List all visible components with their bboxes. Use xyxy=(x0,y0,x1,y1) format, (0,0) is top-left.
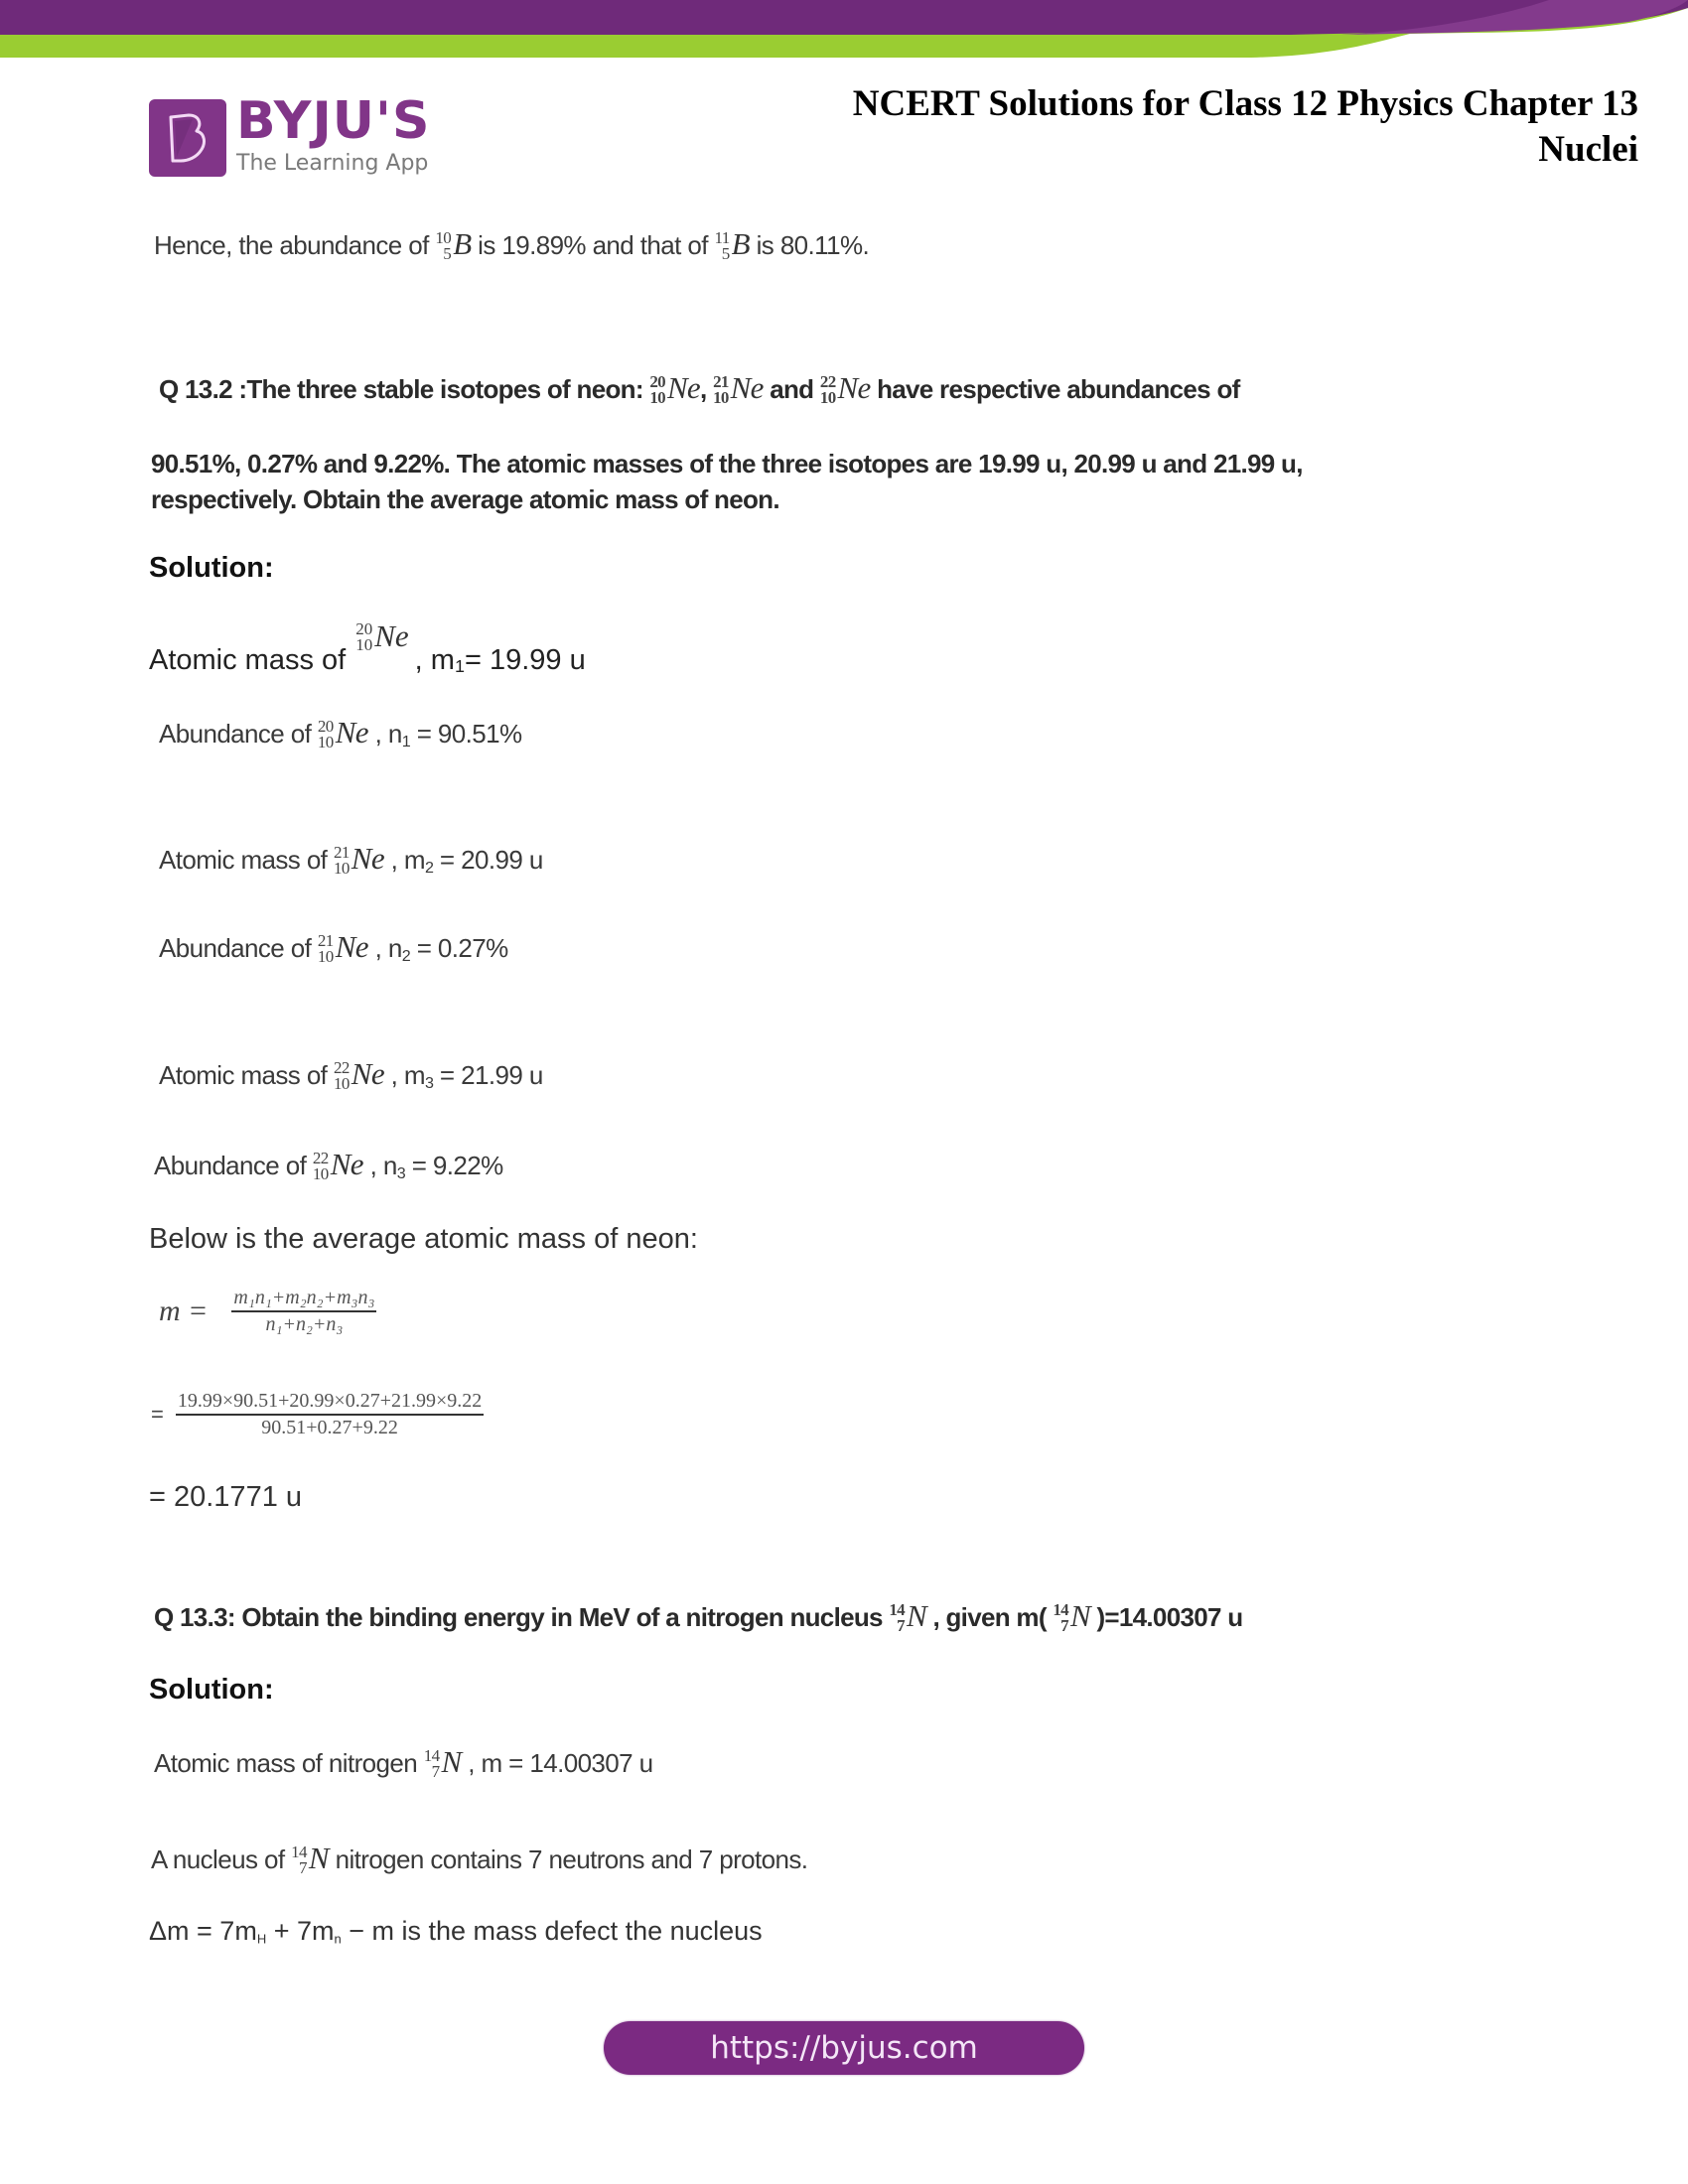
text: nitrogen contains 7 neutrons and 7 protons. xyxy=(328,1844,808,1874)
element-symbol: Ne xyxy=(374,617,409,653)
previous-answer-conclusion xyxy=(154,226,869,264)
subscript: 2 xyxy=(401,947,411,966)
atomic-number: 7 xyxy=(298,1858,307,1878)
step-atomic-mass-ne22: Atomic mass of 22 10 Ne , $m_3 = 21.99$ u xyxy=(159,1056,543,1094)
formula-denominator: n₁+n₂+n₃ xyxy=(265,1313,344,1335)
mass-number: 14 xyxy=(889,1600,905,1620)
byjus-logo xyxy=(149,91,437,181)
substitution-denominator: 90.51+0.27+9.22 xyxy=(261,1417,398,1438)
variable: m xyxy=(403,1060,425,1090)
text: Atomic mass of xyxy=(159,845,334,875)
isotope-ne22 xyxy=(820,370,871,408)
atomic-number: 10 xyxy=(333,1074,350,1094)
text: Q 13.3: Obtain the binding energy in MeV of a nitrogen nucleus xyxy=(154,1602,890,1632)
element-symbol: B xyxy=(731,226,750,261)
isotope-n14 xyxy=(889,1598,926,1636)
text: Atomic mass of nitrogen xyxy=(154,1748,424,1778)
text: + 7m xyxy=(266,1916,335,1946)
step-atomic-mass-ne20: Atomic mass of 20 10 Ne , m 1 = 19.99 u xyxy=(149,617,586,676)
element-symbol: Ne xyxy=(837,370,871,405)
formula-numerator: m₁n₁+m₂n₂+m₃n₃ xyxy=(231,1287,376,1312)
average-mass-intro: Below is the average atomic mass of neon: xyxy=(149,1223,698,1255)
mass-number: 14 xyxy=(291,1843,307,1862)
atomic-number: 5 xyxy=(443,244,452,264)
value: = 90.51% xyxy=(410,719,522,749)
element-symbol: Ne xyxy=(335,929,368,964)
formula-lhs: = xyxy=(151,1402,164,1427)
text: − m is the mass defect the nucleus xyxy=(341,1916,763,1946)
average-mass-result: = 20.1771 u xyxy=(149,1481,303,1513)
text: , xyxy=(700,374,714,404)
atomic-number: 10 xyxy=(649,388,665,408)
text: Atomic mass of xyxy=(159,1060,334,1090)
element-symbol: Ne xyxy=(351,841,384,876)
subscript: H xyxy=(256,1931,267,1947)
text: )=14.00307 u xyxy=(1089,1602,1243,1632)
text: , given m( xyxy=(925,1602,1054,1632)
isotope-n14 xyxy=(424,1744,462,1782)
value: = 9.22% xyxy=(405,1151,503,1180)
atomic-number: 10 xyxy=(312,1164,329,1184)
atomic-number: 10 xyxy=(333,859,350,879)
text: Hence, the abundance of xyxy=(154,230,436,260)
value: = 20.99 u xyxy=(433,845,543,875)
step-abundance-ne21: Abundance of 21 10 Ne , $n_2 = 0.27\%$ xyxy=(159,929,508,967)
element-symbol: B xyxy=(453,226,472,261)
question-13-2-line1 xyxy=(159,370,1240,408)
mass-number: 10 xyxy=(435,228,452,248)
mass-number: 22 xyxy=(819,372,836,392)
isotope-ne20 xyxy=(355,618,408,655)
variable: m xyxy=(430,644,455,676)
solution-label: Solution: xyxy=(149,1674,274,1706)
substitution-fraction xyxy=(176,1390,484,1439)
atomic-number: 10 xyxy=(355,635,373,654)
mass-number: 21 xyxy=(713,372,729,392)
atomic-number: 5 xyxy=(721,244,730,264)
logo-tagline: The Learning App xyxy=(236,151,429,176)
mass-number: 22 xyxy=(312,1149,329,1168)
variable: n xyxy=(387,933,402,963)
text: Abundance of xyxy=(154,1151,313,1180)
formula-fraction xyxy=(231,1287,376,1336)
isotope-ne21 xyxy=(318,929,368,967)
step-nucleus-composition xyxy=(151,1841,807,1878)
variable: n xyxy=(382,1151,397,1180)
element-symbol: Ne xyxy=(351,1056,384,1091)
atomic-number: 10 xyxy=(713,388,729,408)
mass-defect-definition xyxy=(149,1916,763,1947)
isotope-ne21 xyxy=(334,841,384,879)
text: A nucleus of xyxy=(151,1844,292,1874)
header-decorative-band xyxy=(0,0,1688,69)
subscript: 3 xyxy=(396,1164,406,1183)
substitution-numerator: 19.99×90.51+20.99×0.27+21.99×9.22 xyxy=(176,1390,484,1416)
step-atomic-mass-n14 xyxy=(154,1744,653,1782)
isotope-ne20 xyxy=(649,370,700,408)
atomic-number: 10 xyxy=(317,733,334,752)
text: Abundance of xyxy=(159,933,318,963)
subscript: 2 xyxy=(424,859,434,878)
isotope-b11 xyxy=(714,226,750,264)
subscript: 1 xyxy=(454,656,465,676)
logo-b-icon xyxy=(163,111,209,165)
variable: m xyxy=(403,845,425,875)
value: = 19.99 u xyxy=(464,644,586,676)
substitution-formula xyxy=(151,1390,484,1439)
text: have respective abundances of xyxy=(870,374,1240,404)
step-abundance-ne22: Abundance of 22 10 Ne , $n_3 = 9.22\%$ xyxy=(154,1147,503,1184)
variable: n xyxy=(387,719,402,749)
mass-number: 20 xyxy=(649,372,665,392)
isotope-b10 xyxy=(435,226,471,264)
mass-number: 21 xyxy=(333,843,350,863)
element-symbol: Ne xyxy=(666,370,700,405)
element-symbol: Ne xyxy=(335,715,368,750)
element-symbol: N xyxy=(906,1598,926,1633)
footer-url-button[interactable] xyxy=(604,2021,1084,2075)
isotope-ne21 xyxy=(713,370,764,408)
mass-number: 22 xyxy=(333,1058,350,1078)
text: Q 13.2 :The three stable isotopes of neon: xyxy=(159,374,650,404)
isotope-ne20 xyxy=(318,715,368,752)
question-13-2-line3: respectively. Obtain the average atomic mass of neon. xyxy=(151,484,779,514)
mass-number: 20 xyxy=(355,619,373,638)
text: is 19.89% and that of xyxy=(471,230,715,260)
atomic-number: 7 xyxy=(1060,1616,1068,1636)
logo-wordmark: BYJU'S xyxy=(236,91,431,151)
atomic-number: 7 xyxy=(431,1762,440,1782)
mass-number: 14 xyxy=(1053,1600,1068,1620)
text: , m = 14.00307 u xyxy=(461,1748,653,1778)
element-symbol: Ne xyxy=(330,1147,363,1181)
subscript: 1 xyxy=(401,733,411,751)
mass-number: 14 xyxy=(423,1746,440,1766)
subscript: n xyxy=(334,1931,342,1947)
isotope-n14 xyxy=(291,1841,329,1878)
isotope-ne22 xyxy=(334,1056,384,1094)
logo-mark xyxy=(149,99,226,177)
mass-number: 11 xyxy=(714,228,730,248)
solution-label: Solution: xyxy=(149,552,274,584)
document-title-line1: NCERT Solutions for Class 12 Physics Chapter 13 xyxy=(852,83,1638,124)
text: and xyxy=(763,374,820,404)
step-abundance-ne20: Abundance of 20 10 Ne , $n_1 = 90.51\%$ xyxy=(159,715,522,752)
question-13-3 xyxy=(154,1598,1242,1636)
atomic-number: 10 xyxy=(317,947,334,967)
document-title xyxy=(853,81,1638,173)
element-symbol: N xyxy=(441,1744,462,1779)
value: = 21.99 u xyxy=(433,1060,543,1090)
average-mass-formula xyxy=(159,1287,376,1336)
footer-url-link[interactable]: https://byjus.com xyxy=(710,2030,978,2066)
step-atomic-mass-ne21: Atomic mass of 21 10 Ne , $m_2 = 20.99$ u xyxy=(159,841,543,879)
atomic-number: 7 xyxy=(897,1616,905,1636)
text: Abundance of xyxy=(159,719,318,749)
text: Atomic mass of xyxy=(149,644,347,676)
element-symbol: N xyxy=(308,1841,329,1875)
subscript: 3 xyxy=(424,1074,434,1093)
element-symbol: Ne xyxy=(730,370,764,405)
isotope-ne22 xyxy=(313,1147,363,1184)
element-symbol: N xyxy=(1069,1598,1090,1633)
text: is 80.11%. xyxy=(750,230,870,260)
question-13-2-line2: 90.51%, 0.27% and 9.22%. The atomic masses of the three isotopes are 19.99 u, 20.99 u and 21.99 u, xyxy=(151,449,1303,478)
formula-lhs: m = xyxy=(159,1295,209,1327)
mass-number: 20 xyxy=(317,717,334,737)
isotope-n14 xyxy=(1053,1598,1090,1636)
mass-number: 21 xyxy=(317,931,334,951)
atomic-number: 10 xyxy=(819,388,836,408)
value: = 0.27% xyxy=(410,933,508,963)
text: Δm = 7m xyxy=(149,1916,257,1946)
document-title-line2: Nuclei xyxy=(1538,129,1638,170)
